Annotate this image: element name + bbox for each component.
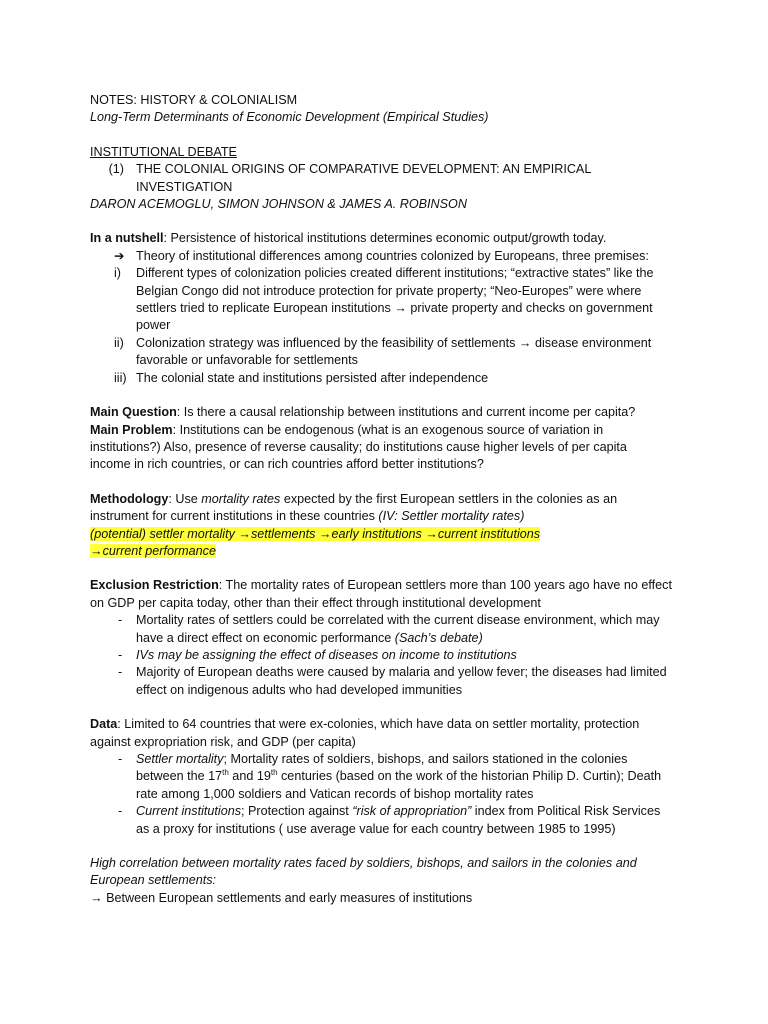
bullet-line: effect on indigenous adults who had developed immunities <box>136 682 463 697</box>
premise-marker: i) <box>114 266 121 281</box>
data-line: against expropriation risk, and GDP (per capita) <box>90 734 356 749</box>
section-heading: INSTITUTIONAL DEBATE <box>90 144 237 159</box>
methodology-text: : Use <box>168 491 202 506</box>
bullet-line: rate among 1,000 soldiers and Vatican records of bishop mortality rates <box>136 786 534 801</box>
main-problem <box>90 422 690 439</box>
nutshell-text: : Persistence of historical institutions determines economic output/growth today. <box>163 231 607 246</box>
dash-marker: - <box>118 613 123 628</box>
exclusion-restriction <box>90 577 690 594</box>
data-bullet <box>90 803 690 838</box>
bullet-line <box>136 768 690 785</box>
arrow-bullet-icon: ➔ <box>114 248 125 263</box>
paper-title <box>90 161 690 196</box>
notes-subtitle: Long-Term Determinants of Economic Development (Empirical Studies) <box>90 110 489 125</box>
nutshell-paragraph <box>90 230 690 247</box>
dash-marker: - <box>118 804 123 819</box>
premise-line: power <box>136 318 171 333</box>
exclusion-bullet <box>90 612 690 647</box>
bullet-italic: (Sach’s debate) <box>394 630 483 645</box>
premise-line: settlers tried to replicate European institutions → private property and checks on government <box>136 301 653 316</box>
main-question-text: : Is there a causal relationship between institutions and current income per capita? <box>176 405 636 420</box>
data-paragraph <box>90 716 690 733</box>
premise-line: Different types of colonization policies created different institutions; “extractive states” like the <box>136 266 654 281</box>
premise-line: Belgian Congo did not introduce protection for private property; “Neo-Europes” were where <box>136 283 642 298</box>
dash-marker: - <box>118 647 123 662</box>
paper-number: (1) <box>108 162 124 177</box>
nutshell-label: In a nutshell <box>90 231 164 246</box>
correlation-note: European settlements: <box>90 873 217 888</box>
bullet-line <box>136 630 690 647</box>
causal-chain-highlight: (potential) settler mortality →settlements →early institutions →current institutions <box>90 526 541 541</box>
methodology-text: expected by the first European settlers in the colonies as an <box>280 491 618 506</box>
paper-title-line-1: THE COLONIAL ORIGINS OF COMPARATIVE DEVELOPMENT: AN EMPIRICAL <box>136 162 592 177</box>
bullet-italic: Current institutions <box>136 804 241 819</box>
bullet-italic: Settler mortality <box>136 752 224 766</box>
exclusion-line: on GDP per capita today, other than their effect through institutional development <box>90 595 541 610</box>
premise-item <box>90 265 690 335</box>
bullet-text: between the 17 <box>136 769 223 784</box>
bullet-text: ; Protection against <box>241 804 353 819</box>
bullet-line: as a proxy for institutions ( use average value for each country between 1985 to 1995) <box>136 821 616 836</box>
superscript: th <box>222 768 229 778</box>
premise-marker: ii) <box>114 335 124 350</box>
causal-chain <box>90 526 690 543</box>
superscript: th <box>270 768 278 778</box>
bullet-text: centuries (based on the work of the historian Philip D. Curtin); Death <box>277 769 662 784</box>
premises-intro-text: Theory of institutional differences among countries colonized by Europeans, three premises: <box>136 248 649 263</box>
main-problem-label: Main Problem <box>90 422 173 437</box>
paper-authors: DARON ACEMOGLU, SIMON JOHNSON & JAMES A. ROBINSON <box>90 197 467 212</box>
bullet-text: have a direct effect on economic performance <box>136 630 395 645</box>
bullet-italic: “risk of appropriation” <box>352 804 472 819</box>
methodology-iv-note: (IV: Settler mortality rates) <box>378 509 525 524</box>
main-problem-text: : Institutions can be endogenous (what is an exogenous source of variation in <box>172 422 604 437</box>
causal-chain <box>90 543 690 560</box>
exclusion-label: Exclusion Restriction <box>90 578 219 593</box>
correlation-arrow-line: → Between European settlements and early measures of institutions <box>90 890 473 905</box>
document-page <box>90 92 690 907</box>
correlation-note: High correlation between mortality rates faced by soldiers, bishops, and sailors in the colonies and <box>90 856 637 871</box>
premise-line: favorable or unfavorable for settlements <box>136 353 358 368</box>
bullet-text: ; Mortality rates of soldiers, bishops, and sailors stationed in the colonies <box>223 752 628 766</box>
causal-chain-highlight: →current performance <box>90 543 216 558</box>
bullet-line: Mortality rates of settlers could be correlated with the current disease environment, which may <box>136 613 660 628</box>
bullet-line: IVs may be assigning the effect of diseases on income to institutions <box>136 647 517 662</box>
data-label: Data <box>90 717 118 732</box>
exclusion-bullet <box>90 647 690 664</box>
methodology-label: Methodology <box>90 491 169 506</box>
bullet-text: index from Political Risk Services <box>471 804 661 819</box>
paper-title-line-2: INVESTIGATION <box>136 179 233 194</box>
methodology <box>90 491 690 508</box>
premise-item <box>90 335 690 370</box>
methodology-italic: mortality rates <box>201 491 281 506</box>
premise-line: Colonization strategy was influenced by the feasibility of settlements → disease environment <box>136 335 652 350</box>
data-text: : Limited to 64 countries that were ex-colonies, which have data on settler mortality, protection <box>117 717 640 732</box>
premise-marker: iii) <box>114 370 127 385</box>
bullet-text: and 19 <box>228 769 271 784</box>
premise-item <box>90 370 690 387</box>
main-problem-line: income in rich countries, or can rich countries afford better institutions? <box>90 457 484 472</box>
bullet-line: Majority of European deaths were caused by malaria and yellow fever; the diseases had limited <box>136 665 667 680</box>
notes-title: NOTES: HISTORY & COLONIALISM <box>90 93 298 107</box>
main-problem-line: institutions?) Also, presence of reverse causality; do institutions cause higher levels of per capita <box>90 439 627 454</box>
methodology-line <box>90 508 690 525</box>
bullet-line <box>136 803 690 820</box>
main-question <box>90 404 690 421</box>
exclusion-text: : The mortality rates of European settlers more than 100 years ago have no effect <box>218 578 672 593</box>
premise-line: The colonial state and institutions persisted after independence <box>136 370 489 385</box>
dash-marker: - <box>118 752 123 766</box>
premises-intro <box>90 248 690 265</box>
exclusion-bullet <box>90 664 690 699</box>
main-question-label: Main Question <box>90 405 177 420</box>
data-bullet <box>90 751 690 803</box>
dash-marker: - <box>118 665 123 680</box>
methodology-text: instrument for current institutions in these countries <box>90 509 379 524</box>
bullet-line <box>136 751 690 768</box>
